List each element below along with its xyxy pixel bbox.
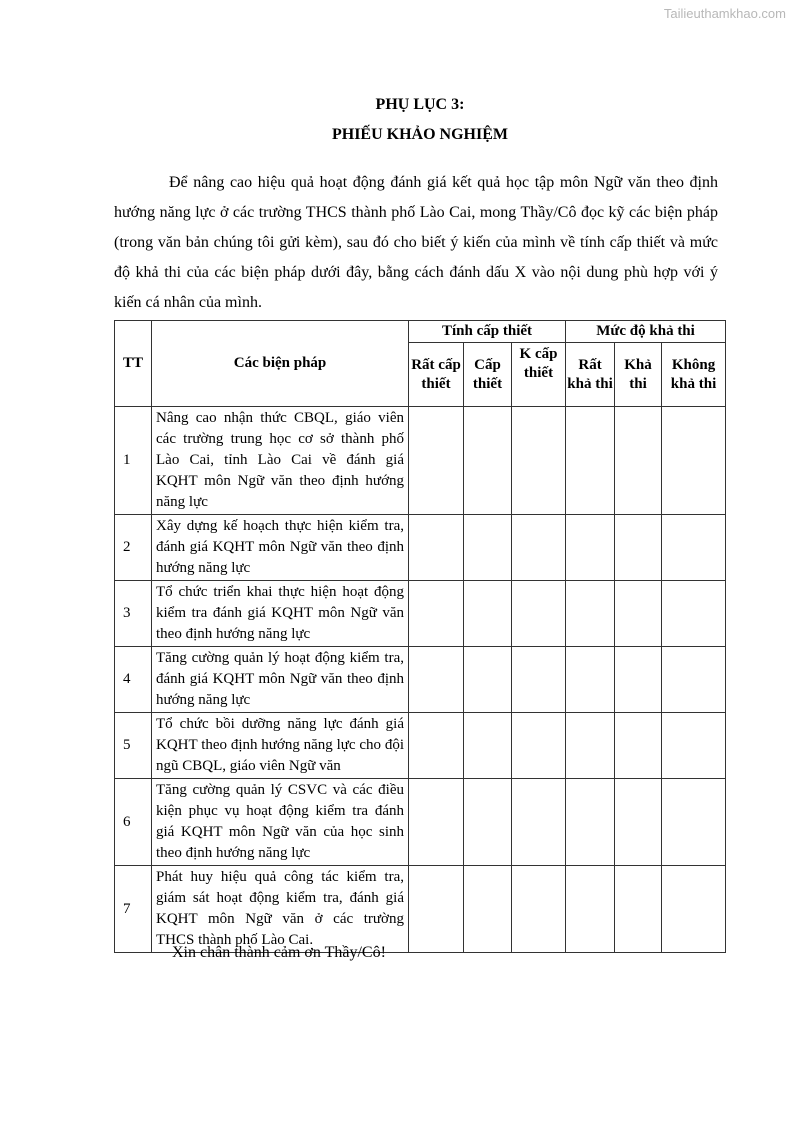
- table-row: [115, 407, 726, 515]
- subheader-2: K cấp thiết: [512, 343, 566, 407]
- rating-cell-5[interactable]: [662, 866, 726, 953]
- survey-title: PHIẾU KHẢO NGHIỆM: [331, 126, 508, 143]
- rating-cell-0[interactable]: [409, 515, 464, 581]
- rating-cell-0[interactable]: [409, 866, 464, 953]
- intro-paragraph: [114, 168, 718, 318]
- rating-cell-3[interactable]: [566, 581, 615, 647]
- subheader-1: Cấp thiết: [464, 343, 512, 407]
- rating-cell-4[interactable]: [615, 647, 662, 713]
- rating-cell-1[interactable]: [464, 515, 512, 581]
- header-measure: Các biện pháp: [152, 321, 409, 407]
- rating-cell-3[interactable]: [566, 515, 615, 581]
- header-tt: TT: [115, 321, 152, 407]
- subheader-5: Không khả thi: [662, 343, 726, 407]
- row-number: 4: [115, 647, 152, 713]
- rating-cell-3[interactable]: [566, 866, 615, 953]
- row-number: 5: [115, 713, 152, 779]
- measure-text: Nâng cao nhận thức CBQL, giáo viên các trường trung học cơ sở thành phố Lào Cai, tỉnh Lào Cai về đánh giá KQHT môn Ngữ văn theo định hướng năng lực: [152, 407, 409, 515]
- header-feasibility: Mức độ khả thi: [566, 321, 726, 343]
- rating-cell-3[interactable]: [566, 407, 615, 515]
- rating-cell-4[interactable]: [615, 779, 662, 866]
- measure-text: Tăng cường quản lý hoạt động kiểm tra, đánh giá KQHT môn Ngữ văn theo định hướng năng lực: [152, 647, 409, 713]
- intro-text: Để nâng cao hiệu quả hoạt động đánh giá kết quả học tập môn Ngữ văn theo định hướng năng lực ở các trường THCS thành phố Lào Cai, mong Thầy/Cô đọc kỹ các biện pháp (trong văn bản chúng tôi gửi kèm), sau đó cho biết ý kiến của mình về tính cấp thiết và mức độ khả thi của các biện pháp dưới đây, bằng cách đánh dấu X vào nội dung phù hợp với ý kiến cá nhân của mình.: [114, 174, 718, 311]
- measure-text: Phát huy hiệu quả công tác kiểm tra, giám sát hoạt động kiểm tra, đánh giá KQHT môn Ngữ văn ở các trường THCS thành phố Lào Cai.: [152, 866, 409, 953]
- rating-cell-2[interactable]: [512, 647, 566, 713]
- rating-cell-4[interactable]: [615, 713, 662, 779]
- rating-cell-2[interactable]: [512, 515, 566, 581]
- row-number: 1: [115, 407, 152, 515]
- measure-text: Xây dựng kế hoạch thực hiện kiểm tra, đánh giá KQHT môn Ngữ văn theo định hướng năng lực: [152, 515, 409, 581]
- rating-cell-5[interactable]: [662, 407, 726, 515]
- closing-text: Xin chân thành cảm ơn Thầy/Cô!: [172, 944, 386, 961]
- appendix-title: PHỤ LỤC 3:: [375, 96, 465, 113]
- table-row: [115, 581, 726, 647]
- rating-cell-1[interactable]: [464, 866, 512, 953]
- rating-cell-0[interactable]: [409, 779, 464, 866]
- rating-cell-0[interactable]: [409, 713, 464, 779]
- rating-cell-5[interactable]: [662, 515, 726, 581]
- row-number: 7: [115, 866, 152, 953]
- rating-cell-5[interactable]: [662, 779, 726, 866]
- measure-text: Tổ chức triển khai thực hiện hoạt động kiểm tra đánh giá KQHT môn Ngữ văn theo định hướng năng lực: [152, 581, 409, 647]
- rating-cell-2[interactable]: [512, 866, 566, 953]
- measure-text: Tổ chức bồi dưỡng năng lực đánh giá KQHT theo định hướng năng lực cho đội ngũ CBQL, giáo viên Ngữ văn: [152, 713, 409, 779]
- table-row: [115, 713, 726, 779]
- row-number: 3: [115, 581, 152, 647]
- rating-cell-2[interactable]: [512, 779, 566, 866]
- rating-cell-0[interactable]: [409, 407, 464, 515]
- rating-cell-5[interactable]: [662, 581, 726, 647]
- rating-cell-0[interactable]: [409, 581, 464, 647]
- table-row: [115, 647, 726, 713]
- rating-cell-5[interactable]: [662, 647, 726, 713]
- rating-cell-1[interactable]: [464, 581, 512, 647]
- subheader-0: Rất cấp thiết: [409, 343, 464, 407]
- table-row: [115, 866, 726, 953]
- rating-cell-2[interactable]: [512, 581, 566, 647]
- row-number: 6: [115, 779, 152, 866]
- rating-cell-4[interactable]: [615, 407, 662, 515]
- subheader-3: Rất khả thi: [566, 343, 615, 407]
- measure-text: Tăng cường quản lý CSVC và các điều kiện phục vụ hoạt động kiểm tra đánh giá KQHT môn Ngữ văn của học sinh theo định hướng năng lực: [152, 779, 409, 866]
- row-number: 2: [115, 515, 152, 581]
- rating-cell-1[interactable]: [464, 713, 512, 779]
- table-row: [115, 515, 726, 581]
- rating-cell-1[interactable]: [464, 647, 512, 713]
- rating-cell-3[interactable]: [566, 713, 615, 779]
- rating-cell-5[interactable]: [662, 713, 726, 779]
- rating-cell-1[interactable]: [464, 779, 512, 866]
- rating-cell-3[interactable]: [566, 647, 615, 713]
- rating-cell-0[interactable]: [409, 647, 464, 713]
- rating-cell-4[interactable]: [615, 515, 662, 581]
- rating-cell-4[interactable]: [615, 581, 662, 647]
- rating-cell-1[interactable]: [464, 407, 512, 515]
- header-urgency: Tính cấp thiết: [409, 321, 566, 343]
- table-row: [115, 779, 726, 866]
- rating-cell-4[interactable]: [615, 866, 662, 953]
- rating-cell-2[interactable]: [512, 713, 566, 779]
- subheader-4: Khả thi: [615, 343, 662, 407]
- survey-table: [114, 320, 726, 953]
- rating-cell-2[interactable]: [512, 407, 566, 515]
- watermark: Tailieuthamkhao.com: [663, 6, 786, 21]
- rating-cell-3[interactable]: [566, 779, 615, 866]
